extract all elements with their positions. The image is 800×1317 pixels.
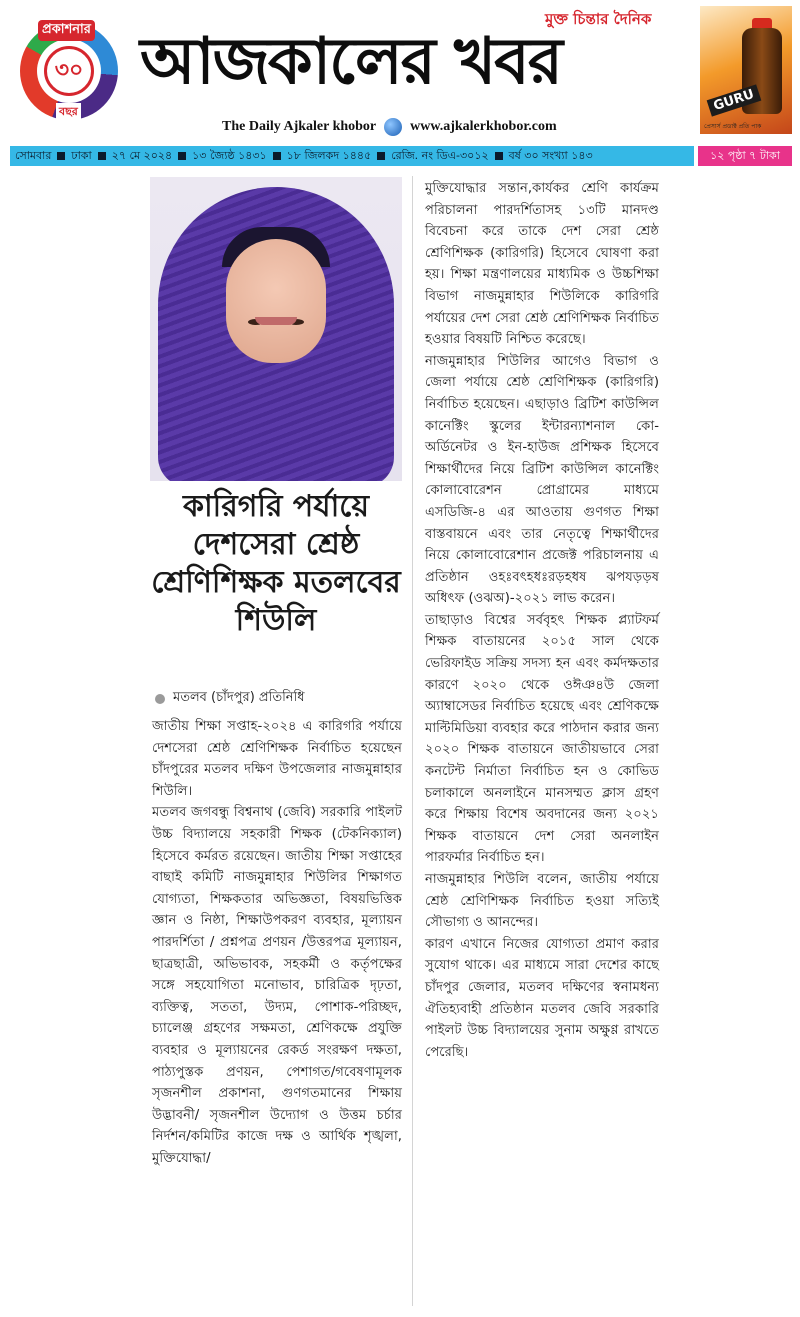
paragraph: কারণ এখানে নিজের যোগ্যতা প্রমাণ করার সুযোগ থাকে। এর মাধ্যমে সারা দেশের কাছে চাঁদপুর জেলার, মতলব দক্ষিণের স্বনামধন্য ঐতিহ্যবাহী প্রতিষ্ঠান মতলব জেবি সরকারি পাইলট উচ্চ বিদ্যালয়ের সুনাম অক্ষুণ্ণ রাখতে পেরেছি। [425,936,659,1060]
info-registration: রেজি. নং ডিএ-৩০১২ [391,148,489,162]
teacher-photo [150,177,402,481]
ad-brand: GURU [707,84,762,116]
website-link[interactable]: www.ajkalerkhobor.com [410,119,557,134]
info-city: ঢাকা [71,148,92,162]
masthead-subline [222,118,557,136]
info-issue: বর্ষ ৩০ সংখ্যা ১৪৩ [508,148,593,162]
ad-footnote: প্রেসার্স প্রডাক্ট প্রতি পাক [704,123,762,130]
face-shape [226,239,326,363]
logo-bottom-text: বছর [56,103,81,122]
globe-icon [384,118,402,136]
separator-square [377,152,385,160]
info-hijri-date: ১৮ জিলকদ ১৪৪৫ [286,148,372,162]
anniversary-logo [20,22,118,120]
byline-text: মতলব (চাঁদপুর) প্রতিনিধি [173,690,305,705]
info-bangla-date: ১৩ জ্যৈষ্ঠ ১৪৩১ [192,148,267,162]
separator-square [57,152,65,160]
newspaper-title: আজকালের খবর [140,24,561,99]
mouth-shape [255,317,297,325]
price-box: ১২ পৃষ্ঠা ৭ টাকা [698,146,792,166]
article-byline [155,688,403,709]
logo-top-text: প্রকাশনার [38,20,95,41]
separator-square [98,152,106,160]
paragraph: নাজমুন্নাহার শিউলির আগেও বিভাগ ও জেলা পর্যায়ে শ্রেষ্ঠ শ্রেণিশিক্ষক (কারিগরি) নির্বাচিত হয়েছেন। এছাড়াও ব্রিটিশ কাউন্সিল কানেক্টিং স্কুলের ইন্টারন্যাশনাল কো-অর্ডিনেটর ও ইন-হাউজ প্রশিক্ষক হিসেবে শিক্ষার্থীদের নিয়ে ব্রিটিশ কাউন্সিল কানেক্টিং কোলাবোরেশন প্রোগ্রামের মাধ্যমে এসডিজি-৪ এর আওতায় গুণগত শিক্ষা বাস্তবায়নে এবং তার নেতৃত্বে শিক্ষার্থীদের নিয়ে কোলাবোরেশান প্রজেক্ট পরিচালনায় এ প্রতিষ্ঠান ওহঃবৎহধঃরড়হধষ ঝপযড়ড়ষ অধিৎফ (ওঝঅ)-২০২১ লাভ করেন। [425,353,659,607]
separator-square [178,152,186,160]
english-name: The Daily Ajkaler khobor [222,119,377,134]
article-headline: কারিগরি পর্যায়ে দেশসেরা শ্রেষ্ঠ শ্রেণিশিক্ষক মতলবের শিউলি [151,489,401,638]
paragraph: মতলব জগবন্ধু বিশ্বনাথ (জেবি) সরকারি পাইলট উচ্চ বিদ্যালয়ে সহকারী শিক্ষক (টেকনিক্যাল) হিসেবে কর্মরত রয়েছেন। জাতীয় শিক্ষা সপ্তাহের বাছাই কমিটি নাজমুন্নাহার শিউলির শিক্ষাগত যোগ্যতা, শিক্ষকতার অভিজ্ঞতা, বিষয়ভিত্তিক জ্ঞান ও নিষ্ঠা, শিক্ষাউপকরণ ব্যবহার, মূল্যায়ন পারদর্শিতা / প্রশ্নপত্র প্রণয়ন /উত্তরপত্র মূল্যায়ন, ছাত্রছাত্রী, অভিভাবক, সহকর্মী ও কর্তৃপক্ষের সঙ্গে সহযোগিতা মনোভাব, চারিত্রিক দৃঢ়তা, ব্যক্তিত্ব, সততা, উদ্যম, পোশাক-পরিচ্ছদ, চ্যালেঞ্জ গ্রহণের সক্ষমতা, শ্রেণিকক্ষে প্রযুক্তি ব্যবহার ও মূল্যায়নের রেকর্ড সংরক্ষণ দক্ষতা, পাঠ্যপুস্তক প্রণয়ন, পেশাগত/গবেষণামূলক সৃজনশীল প্রকাশনা, গুণগতমানের শিক্ষায় উদ্ভাবনী/ সৃজনশীল উদ্যোগ ও উত্তম চর্চার নির্দশন/কমিটির কাজে দক্ষ ও আর্থিক শৃঙ্খলা, মুক্তিযোদ্ধা/ [152,805,402,1166]
anniversary-number: ৩০ [44,46,94,96]
separator-square [273,152,281,160]
article-column-2 [425,178,659,1063]
date-info-bar [10,146,694,166]
tagline: মুক্ত চিন্তার দৈনিক [545,10,652,28]
paragraph: নাজমুন্নাহার শিউলি বলেন, জাতীয় পর্যায়ে শ্রেষ্ঠ শ্রেণিশিক্ষক নির্বাচিত হওয়া সত্যিই সৌভাগ্য ও আনন্দের। [425,872,659,931]
info-date: ২৭ মে ২০২৪ [111,148,173,162]
bullet-icon [155,694,165,704]
info-day: সোমবার [15,148,52,162]
paragraph: মুক্তিযোদ্ধার সন্তান,কার্যকর শ্রেণি কার্যক্রম পরিচালনা পারদর্শিতাসহ ১৩টি মানদণ্ড বিবেচনা করে তাকে দেশ সেরা শ্রেষ্ঠ শ্রেণিশিক্ষক (কারিগরি) হিসেবে ঘোষণা করা হয়। শিক্ষা মন্ত্রণালয়ের মাধ্যমিক ও উচ্চশিক্ষা বিভাগ নাজমুন্নাহার শিউলিকে কারিগরি পর্যায়ের দেশ সেরা শ্রেষ্ঠ শ্রেণিশিক্ষক নির্বাচিত হওয়ার বিষয়টি নিশ্চিত করেছে। [425,181,659,348]
column-divider [412,176,413,1306]
separator-square [495,152,503,160]
article-column-1 [152,716,402,1169]
newspaper-header [0,0,800,145]
paragraph: জাতীয় শিক্ষা সপ্তাহ-২০২৪ এ কারিগরি পর্যায়ে দেশসেরা শ্রেষ্ঠ শ্রেণিশিক্ষক নির্বাচিত হয়েছেন চাঁদপুরের মতলব দক্ষিণ উপজেলার নাজমুন্নাহার শিউলি। [152,719,402,799]
advertisement[interactable] [700,6,792,134]
paragraph: তাছাড়াও বিশ্বের সর্ববৃহৎ শিক্ষক প্ল্যাটফর্ম শিক্ষক বাতায়নের ২০১৫ সাল থেকে ভেরিফাইড সক্রিয় সদস্য হন এবং কর্মদক্ষতার কারণে ২০২০ থেকে ওঈঞ৪উ জেলা অ্যাম্বাসেডর নির্বাচিত হয়েছে এবং শ্রেণিকক্ষে মাল্টিমিডিয়া ব্যবহার করে পাঠদান করার জন্য ২০২০ শিক্ষক বাতায়নে জাতীয়ভাবে সেরা কনটেন্ট নির্মাতা নির্বাচিত হন ও কোভিড চলাকালে অনলাইনে মানসম্মত ক্লাস গ্রহণ করে শিক্ষায় বিশেষ অবদানের জন্য ২০২১ শিক্ষক বাতায়নে দেশ সেরা অনলাইন পারফর্মার নির্বাচিত হন। [425,612,659,866]
